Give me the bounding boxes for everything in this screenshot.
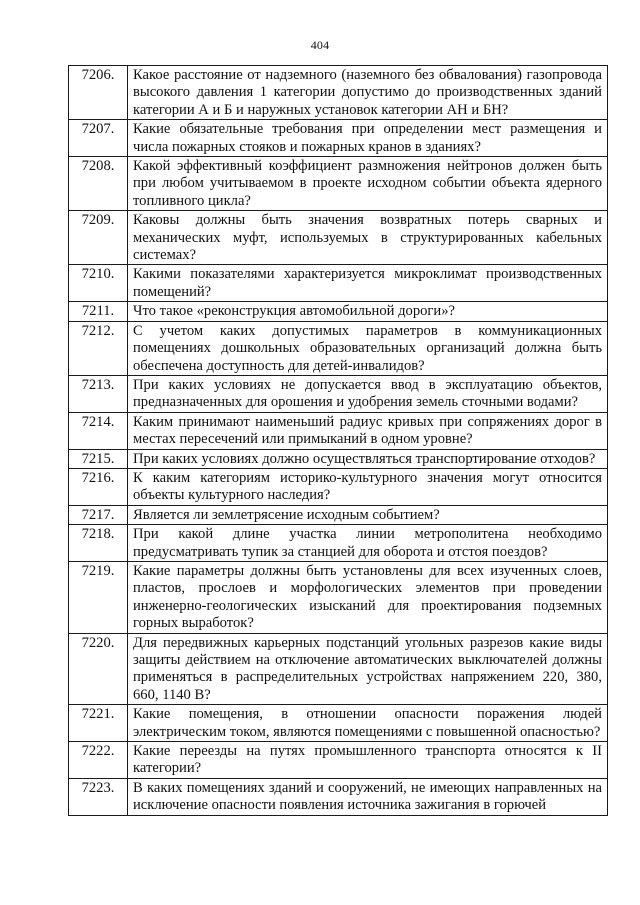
question-number: 7209. [69,211,128,265]
question-text: При каких условиях не допускается ввод в эксплуатацию объектов, предназначенных для орошения и удобрения земель сточными водами? [128,375,608,412]
table-row [69,412,608,449]
question-number: 7215. [69,449,128,468]
question-text: Является ли землетрясение исходным событием? [128,505,608,524]
page-number: 404 [310,38,330,52]
question-text: Какими показателями характеризуется микроклимат производственных помещений? [128,265,608,302]
question-number: 7206. [69,66,128,120]
table-row [69,157,608,211]
question-number: 7210. [69,265,128,302]
table-row [69,449,608,468]
table-row [69,505,608,524]
question-text: В каких помещениях зданий и сооружений, не имеющих направленных на исключение опасности появления источника зажигания в горючей [128,778,608,815]
question-text: При каких условиях должно осуществляться транспортирование отходов? [128,449,608,468]
table-row [69,742,608,779]
table-row [69,120,608,157]
table-row [69,321,608,375]
question-number: 7207. [69,120,128,157]
question-text: Какие переезды на путях промышленного транспорта относятся к II категории? [128,742,608,779]
question-number: 7219. [69,561,128,633]
table-row [69,705,608,742]
question-number: 7208. [69,157,128,211]
question-number: 7220. [69,633,128,705]
question-text: При какой длине участка линии метрополитена необходимо предусматривать тупик за станцией для оборота и отстоя поездов? [128,525,608,562]
question-number: 7216. [69,468,128,505]
question-text: Какие помещения, в отношении опасности поражения людей электрическим током, являются помещениями с повышенной опасностью? [128,705,608,742]
questions-table-body [69,66,608,816]
question-text: К каким категориям историко-культурного значения могут относится объекты культурного наследия? [128,468,608,505]
table-row [69,375,608,412]
table-row [69,211,608,265]
table-row [69,468,608,505]
question-number: 7211. [69,302,128,321]
table-row [69,633,608,705]
table-row [69,66,608,120]
question-number: 7214. [69,412,128,449]
table-row [69,778,608,815]
questions-table [68,65,608,816]
question-text: Для передвижных карьерных подстанций угольных разрезов какие виды защиты действием на отключение автоматических выключателей должны применяться в распределительных устройствах напряжением 220, 380, 660, 1140 В? [128,633,608,705]
question-text: Каковы должны быть значения возвратных потерь сварных и механических муфт, используемых в структурированных кабельных системах? [128,211,608,265]
table-row [69,265,608,302]
question-text: Какие параметры должны быть установлены для всех изученных слоев, пластов, прослоев и морфологических элементов при проведении инженерно-геологических изысканий для проектирования подземных горных выработок? [128,561,608,633]
question-number: 7217. [69,505,128,524]
question-number: 7212. [69,321,128,375]
question-number: 7218. [69,525,128,562]
table-row [69,525,608,562]
question-number: 7221. [69,705,128,742]
question-number: 7223. [69,778,128,815]
table-row [69,561,608,633]
question-number: 7213. [69,375,128,412]
question-text: Какое расстояние от надземного (наземного без обвалования) газопровода высокого давления 1 категории допустимо до производственных зданий категории А и Б и наружных установок категории АН и БН? [128,66,608,120]
question-number: 7222. [69,742,128,779]
question-text: Каким принимают наименьший радиус кривых при сопряжениях дорог в местах пересечений или примыканий в одном уровне? [128,412,608,449]
question-text: Какие обязательные требования при определении мест размещения и числа пожарных стояков и пожарных кранов в зданиях? [128,120,608,157]
question-text: Какой эффективный коэффициент размножения нейтронов должен быть при любом учитываемом в проекте исходном событии объекта ядерного топливного цикла? [128,157,608,211]
question-text: Что такое «реконструкция автомобильной дороги»? [128,302,608,321]
table-row [69,302,608,321]
question-text: С учетом каких допустимых параметров в коммуникационных помещениях дошкольных образовательных организаций должна быть обеспечена доступность для детей-инвалидов? [128,321,608,375]
